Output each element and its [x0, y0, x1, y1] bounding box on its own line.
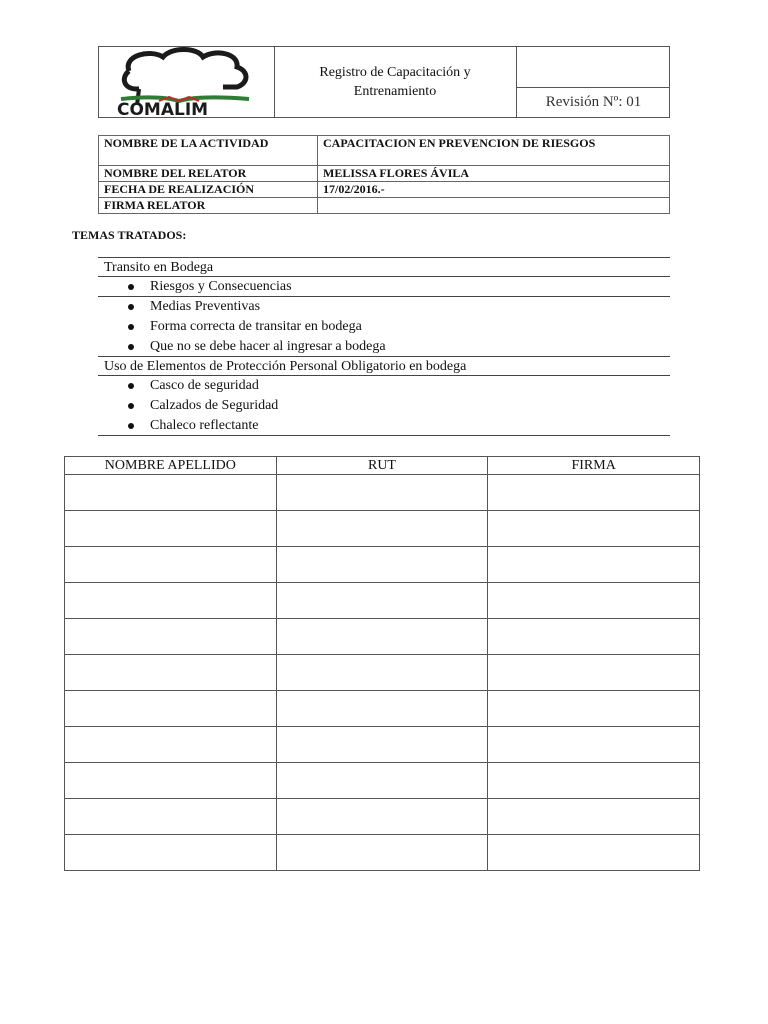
- table-row: [65, 475, 700, 511]
- name-cell[interactable]: [65, 727, 277, 763]
- list-item: Chaleco reflectante: [98, 416, 670, 436]
- bullet-icon: [128, 324, 134, 330]
- bullet-icon: [128, 403, 134, 409]
- attendance-table: [64, 456, 700, 871]
- table-row: [65, 583, 700, 619]
- date-value: 17/02/2016.-: [318, 182, 670, 198]
- title-line-1: Registro de Capacitación y: [319, 65, 471, 80]
- name-cell[interactable]: [65, 619, 277, 655]
- rut-cell[interactable]: [276, 835, 488, 871]
- topic-group-title-2: Uso de Elementos de Protección Personal Obligatorio en bodega: [98, 357, 670, 376]
- document-header: [98, 46, 670, 118]
- topics-heading: TEMAS TRATADOS:: [72, 228, 187, 242]
- rut-cell[interactable]: [276, 727, 488, 763]
- rut-cell[interactable]: [276, 691, 488, 727]
- logo-text: COMALIM: [117, 100, 209, 117]
- rut-cell[interactable]: [276, 511, 488, 547]
- signature-cell[interactable]: [488, 799, 700, 835]
- name-column-header: NOMBRE APELLIDO: [65, 457, 277, 475]
- table-row: [65, 547, 700, 583]
- table-row: [99, 166, 670, 182]
- signature-cell[interactable]: [488, 475, 700, 511]
- chef-hat-icon: [128, 50, 246, 88]
- title-line-2: Entrenamiento: [353, 84, 437, 99]
- table-row: [65, 655, 700, 691]
- signature-cell[interactable]: [488, 619, 700, 655]
- table-row: [99, 182, 670, 198]
- list-item: Calzados de Seguridad: [98, 396, 670, 416]
- table-row: [99, 136, 670, 166]
- signature-cell[interactable]: [488, 835, 700, 871]
- name-cell[interactable]: [65, 835, 277, 871]
- bullet-icon: [128, 344, 134, 350]
- name-cell[interactable]: [65, 511, 277, 547]
- rut-cell[interactable]: [276, 799, 488, 835]
- rut-cell[interactable]: [276, 475, 488, 511]
- rut-cell[interactable]: [276, 547, 488, 583]
- bullet-icon: [128, 383, 134, 389]
- table-row: [65, 691, 700, 727]
- instructor-signature-label: FIRMA RELATOR: [99, 198, 318, 214]
- name-cell[interactable]: [65, 583, 277, 619]
- name-cell[interactable]: [65, 655, 277, 691]
- list-item: Medias Preventivas: [98, 297, 670, 317]
- bullet-icon: [128, 423, 134, 429]
- comalim-logo: [99, 47, 274, 117]
- signature-cell[interactable]: [488, 763, 700, 799]
- table-row: [65, 511, 700, 547]
- document-title: [274, 47, 516, 117]
- table-row: [65, 763, 700, 799]
- signature-column-header: FIRMA: [488, 457, 700, 475]
- activity-name-label: NOMBRE DE LA ACTIVIDAD: [99, 136, 318, 166]
- signature-cell[interactable]: [488, 727, 700, 763]
- rut-cell[interactable]: [276, 619, 488, 655]
- name-cell[interactable]: [65, 799, 277, 835]
- list-item: Riesgos y Consecuencias: [98, 277, 670, 297]
- logo-cell: [99, 47, 275, 117]
- signature-cell[interactable]: [488, 691, 700, 727]
- list-item: Forma correcta de transitar en bodega: [98, 317, 670, 337]
- rut-column-header: RUT: [276, 457, 488, 475]
- signature-cell[interactable]: [488, 511, 700, 547]
- date-label: FECHA DE REALIZACIÓN: [99, 182, 318, 198]
- name-cell[interactable]: [65, 475, 277, 511]
- topics-list: [98, 257, 670, 436]
- table-row: [99, 198, 670, 214]
- revision-cell: [516, 47, 670, 117]
- list-item: Casco de seguridad: [98, 376, 670, 396]
- signature-cell[interactable]: [488, 583, 700, 619]
- signature-cell[interactable]: [488, 547, 700, 583]
- rut-cell[interactable]: [276, 655, 488, 691]
- table-row: [65, 619, 700, 655]
- topic-group-title-1: Transito en Bodega: [98, 257, 670, 277]
- activity-name-value: CAPACITACION EN PREVENCION DE RIESGOS: [318, 136, 670, 166]
- instructor-value: MELISSA FLORES ÁVILA: [318, 166, 670, 182]
- attendance-header-row: [65, 457, 700, 475]
- table-row: [65, 835, 700, 871]
- table-row: [65, 799, 700, 835]
- table-row: [65, 727, 700, 763]
- rut-cell[interactable]: [276, 583, 488, 619]
- rut-cell[interactable]: [276, 763, 488, 799]
- signature-cell[interactable]: [488, 655, 700, 691]
- list-item: Que no se debe hacer al ingresar a bodega: [98, 337, 670, 357]
- revision-number: Revisión Nº: 01: [545, 94, 642, 110]
- bullet-icon: [128, 304, 134, 310]
- instructor-label: NOMBRE DEL RELATOR: [99, 166, 318, 182]
- name-cell[interactable]: [65, 691, 277, 727]
- instructor-signature-field[interactable]: [318, 198, 670, 214]
- name-cell[interactable]: [65, 547, 277, 583]
- bullet-icon: [128, 284, 134, 290]
- name-cell[interactable]: [65, 763, 277, 799]
- activity-info-table: [98, 135, 670, 214]
